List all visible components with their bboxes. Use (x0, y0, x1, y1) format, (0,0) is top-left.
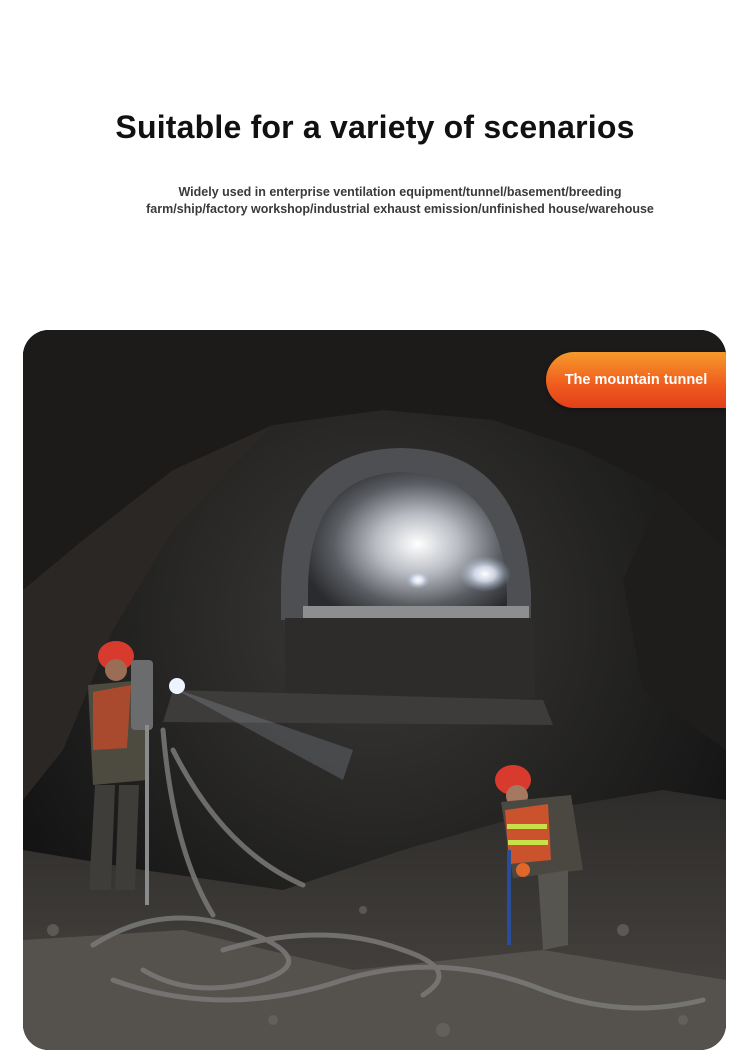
description-line-2: farm/ship/factory workshop/industrial exhaust emission/unfinished house/warehouse (146, 202, 654, 216)
section-heading: Suitable for a variety of scenarios (115, 109, 635, 146)
tunnel-illustration (23, 330, 726, 1050)
description-line-1: Widely used in enterprise ventilation equipment/tunnel/basement/breeding (178, 185, 622, 199)
scene-photo-tunnel (23, 330, 726, 1050)
scene-badge: The mountain tunnel (546, 352, 726, 408)
section-description (120, 184, 680, 218)
